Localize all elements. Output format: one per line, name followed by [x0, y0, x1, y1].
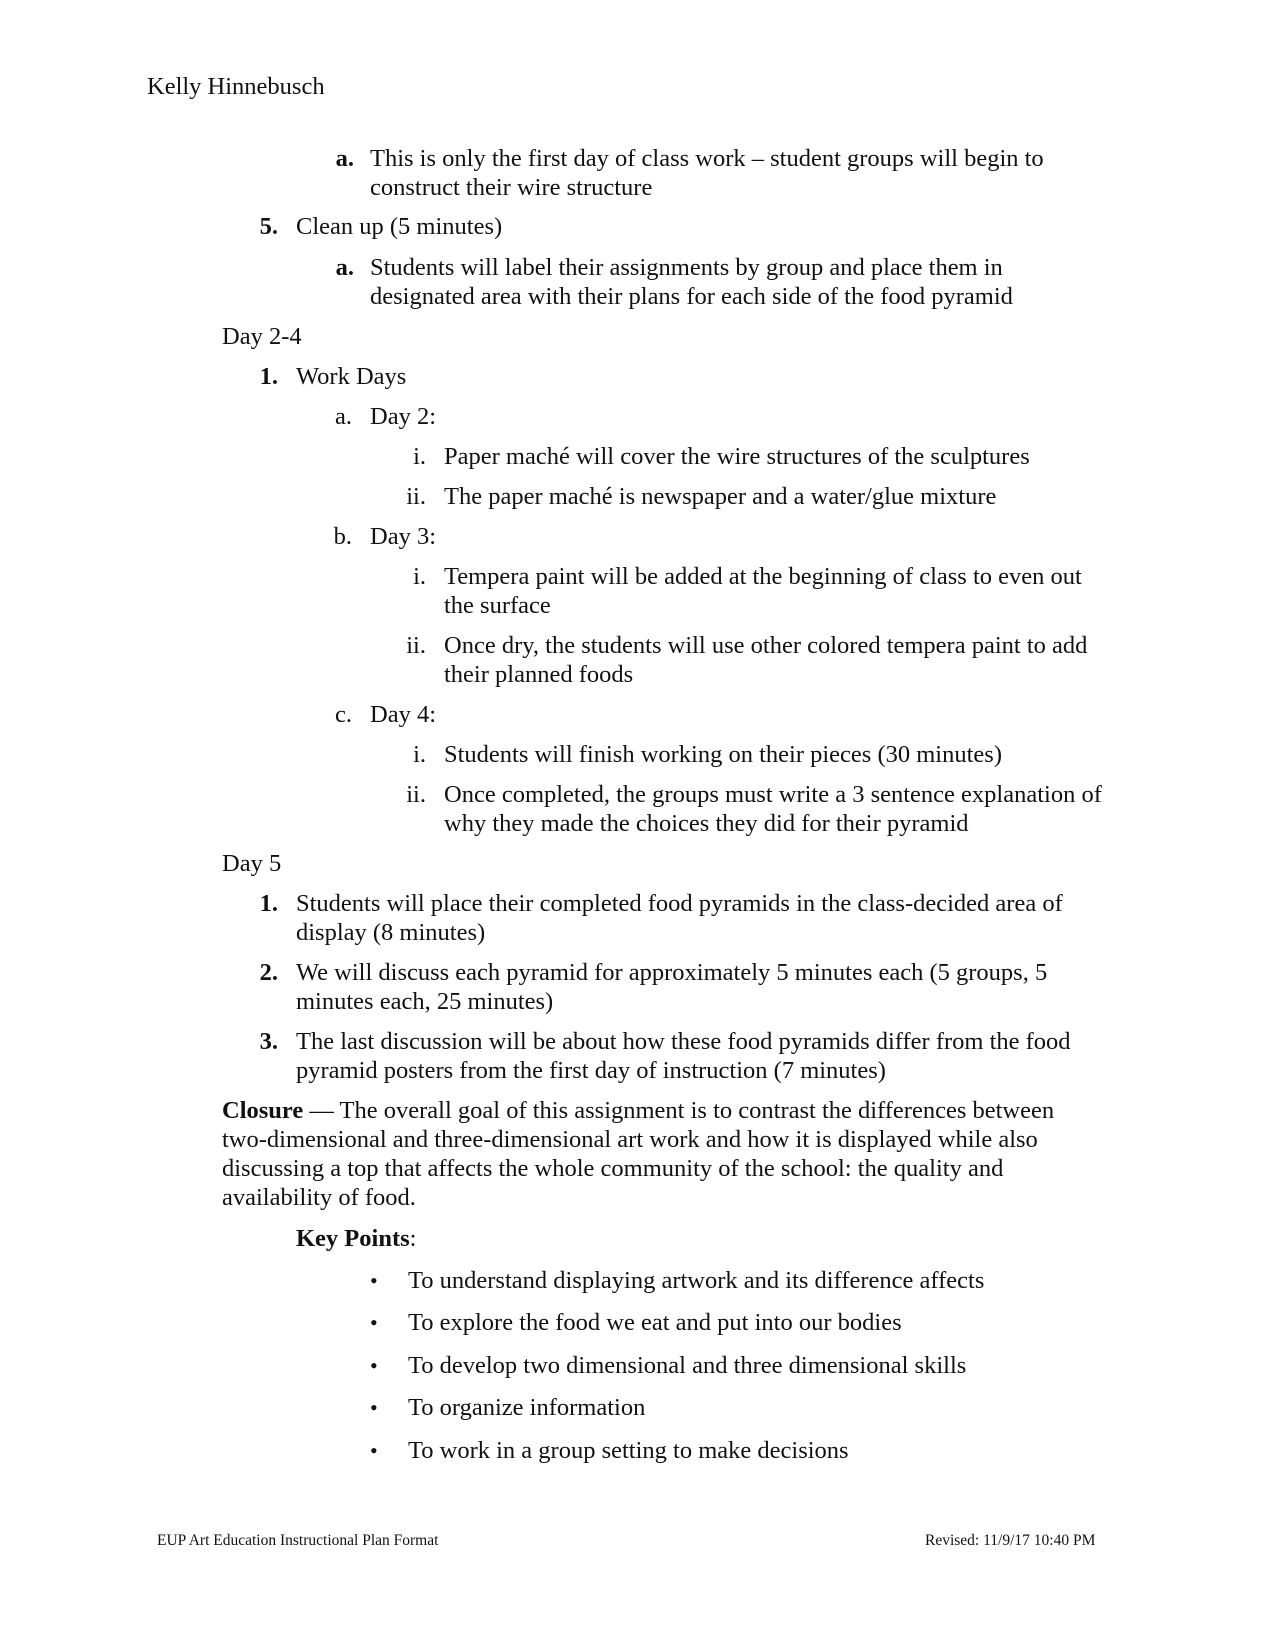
closure-line: discussing a top that affects the whole community of the school: the quality and — [222, 1155, 1004, 1182]
section-heading-day-5: Day 5 — [222, 850, 282, 877]
closure-text: — The overall goal of this assignment is to contrast the differences between — [303, 1097, 1055, 1124]
list-marker: b. — [333, 523, 352, 550]
list-marker: 1. — [259, 363, 278, 390]
closure-line: two-dimensional and three-dimensional art work and how it is displayed while also — [222, 1126, 1038, 1153]
list-text-line: pyramid posters from the first day of instruction (7 minutes) — [296, 1057, 886, 1084]
list-marker: a. — [335, 403, 352, 430]
list-item: To develop two dimensional and three dimensional skills — [408, 1352, 967, 1379]
list-text-line: Students will place their completed food pyramids in the class-decided area of — [296, 890, 1063, 917]
list-text-line: Paper maché will cover the wire structures of the sculptures — [444, 443, 1030, 470]
list-marker: ii. — [406, 632, 426, 659]
list-marker: c. — [335, 701, 352, 728]
list-marker: ii. — [406, 781, 426, 808]
bullet-icon: • — [370, 1310, 378, 1335]
bullet-icon: • — [370, 1268, 378, 1293]
list-marker: i. — [413, 443, 426, 470]
list-text-line: Students will finish working on their pieces (30 minutes) — [444, 741, 1002, 768]
bullet-icon: • — [370, 1395, 378, 1420]
list-marker: ii. — [406, 483, 426, 510]
list-marker: a. — [335, 254, 354, 281]
author-name: Kelly Hinnebusch — [147, 73, 325, 100]
list-item: To work in a group setting to make decisions — [408, 1437, 849, 1464]
list-text-line: We will discuss each pyramid for approximately 5 minutes each (5 groups, 5 — [296, 959, 1048, 986]
list-text-line: The paper maché is newspaper and a water/glue mixture — [444, 483, 997, 510]
list-text-line: Tempera paint will be added at the beginning of class to even out — [444, 563, 1082, 590]
list-marker: i. — [413, 563, 426, 590]
list-marker: 2. — [259, 959, 278, 986]
footer-right: Revised: 11/9/17 10:40 PM — [925, 1532, 1096, 1549]
closure-label: Closure — [222, 1097, 304, 1124]
list-text-line: The last discussion will be about how these food pyramids differ from the food — [296, 1028, 1071, 1055]
list-marker: i. — [413, 741, 426, 768]
bullet-icon: • — [370, 1353, 378, 1378]
list-text-line: Clean up (5 minutes) — [296, 213, 503, 240]
list-text-line: Once dry, the students will use other colored tempera paint to add — [444, 632, 1088, 659]
list-text-line: This is only the first day of class work – student groups will begin to — [370, 145, 1044, 172]
list-text-line: the surface — [444, 592, 551, 619]
closure-line — [222, 1096, 1054, 1125]
list-marker: 3. — [259, 1028, 278, 1055]
list-marker: 5. — [259, 213, 278, 240]
section-heading-day-2-4: Day 2-4 — [222, 323, 302, 350]
list-marker: a. — [335, 145, 354, 172]
key-points-heading — [296, 1224, 416, 1253]
footer-left: EUP Art Education Instructional Plan Format — [157, 1532, 439, 1549]
list-item: To understand displaying artwork and its difference affects — [408, 1267, 985, 1294]
list-text-line: construct their wire structure — [370, 174, 653, 201]
bullet-icon: • — [370, 1438, 378, 1463]
key-points-colon: : — [409, 1225, 417, 1252]
list-text-line: Day 3: — [370, 523, 436, 550]
key-points-label: Key Points — [296, 1225, 410, 1252]
list-text-line: Work Days — [296, 363, 407, 390]
list-text-line: Day 4: — [370, 701, 436, 728]
list-item: To organize information — [408, 1394, 646, 1421]
closure-line: availability of food. — [222, 1184, 416, 1211]
list-text-line: Day 2: — [370, 403, 436, 430]
list-text-line: Students will label their assignments by group and place them in — [370, 254, 1003, 281]
list-text-line: their planned foods — [444, 661, 634, 688]
list-marker: 1. — [259, 890, 278, 917]
list-text-line: minutes each, 25 minutes) — [296, 988, 554, 1015]
list-text-line: designated area with their plans for each side of the food pyramid — [370, 283, 1013, 310]
list-text-line: why they made the choices they did for their pyramid — [444, 810, 969, 837]
list-text-line: Once completed, the groups must write a 3 sentence explanation of — [444, 781, 1102, 808]
list-item: To explore the food we eat and put into our bodies — [408, 1309, 902, 1336]
list-text-line: display (8 minutes) — [296, 919, 486, 946]
